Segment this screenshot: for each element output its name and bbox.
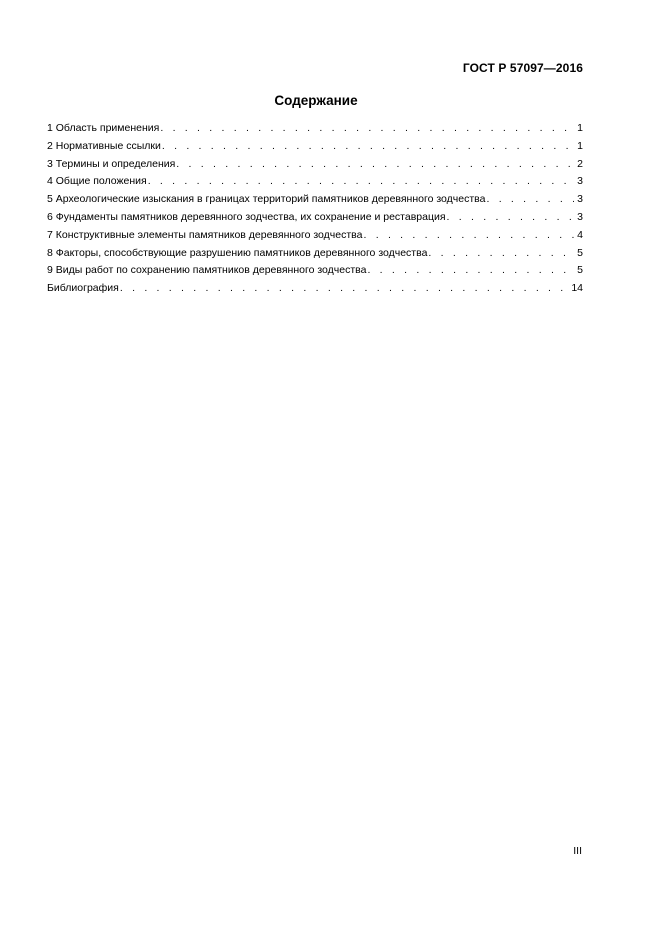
toc-leader-dots [148,173,574,191]
toc-entry-label: 3 Термины и определения [47,157,176,170]
document-code: ГОСТ Р 57097—2016 [462,61,583,75]
table-of-contents [47,120,583,298]
toc-entry[interactable] [47,280,583,298]
toc-entry-label: 1 Область применения [47,122,160,134]
toc-entry-page: 3 [577,193,583,206]
toc-leader-dots [162,138,574,156]
toc-entry-label: 6 Фундаменты памятников деревянного зодчества, их сохранение и реставрация [47,210,446,223]
toc-entry-page: 1 [577,139,583,152]
toc-entry-page: 14 [571,282,583,295]
toc-entry[interactable] [47,191,583,209]
toc-entry[interactable] [47,209,583,227]
toc-leader-dots [160,120,574,138]
toc-entry-label: Библиография [47,282,119,295]
toc-entry[interactable] [47,156,583,174]
toc-entry[interactable] [47,245,583,263]
toc-entry-page: 1 [577,122,583,134]
toc-leader-dots [367,262,574,280]
toc-entry[interactable] [47,262,583,280]
toc-entry-label: 2 Нормативные ссылки [47,139,161,152]
toc-entry-label: 7 Конструктивные элементы памятников деревянного зодчества [47,228,363,241]
toc-entry[interactable] [47,138,583,156]
page-number: III [573,845,582,857]
toc-entry[interactable] [47,120,583,138]
toc-entry-page: 3 [577,175,583,188]
toc-leader-dots [428,245,574,263]
toc-leader-dots [486,191,574,209]
toc-title: Содержание [274,93,358,108]
toc-leader-dots [363,227,574,245]
toc-leader-dots [120,280,568,298]
toc-entry-page: 3 [577,210,583,223]
toc-entry[interactable] [47,173,583,191]
toc-entry-label: 8 Факторы, способствующие разрушению памятников деревянного зодчества [47,246,428,259]
toc-entry-label: 4 Общие положения [47,175,147,188]
toc-leader-dots [447,209,575,227]
toc-entry-page: 5 [577,264,583,277]
toc-entry-page: 4 [577,228,583,241]
toc-leader-dots [176,156,574,174]
toc-entry-label: 9 Виды работ по сохранению памятников деревянного зодчества [47,264,367,277]
toc-entry-label: 5 Археологические изыскания в границах территорий памятников деревянного зодчества [47,193,486,206]
toc-entry-page: 2 [577,157,583,170]
toc-entry[interactable] [47,227,583,245]
toc-entry-page: 5 [577,246,583,259]
